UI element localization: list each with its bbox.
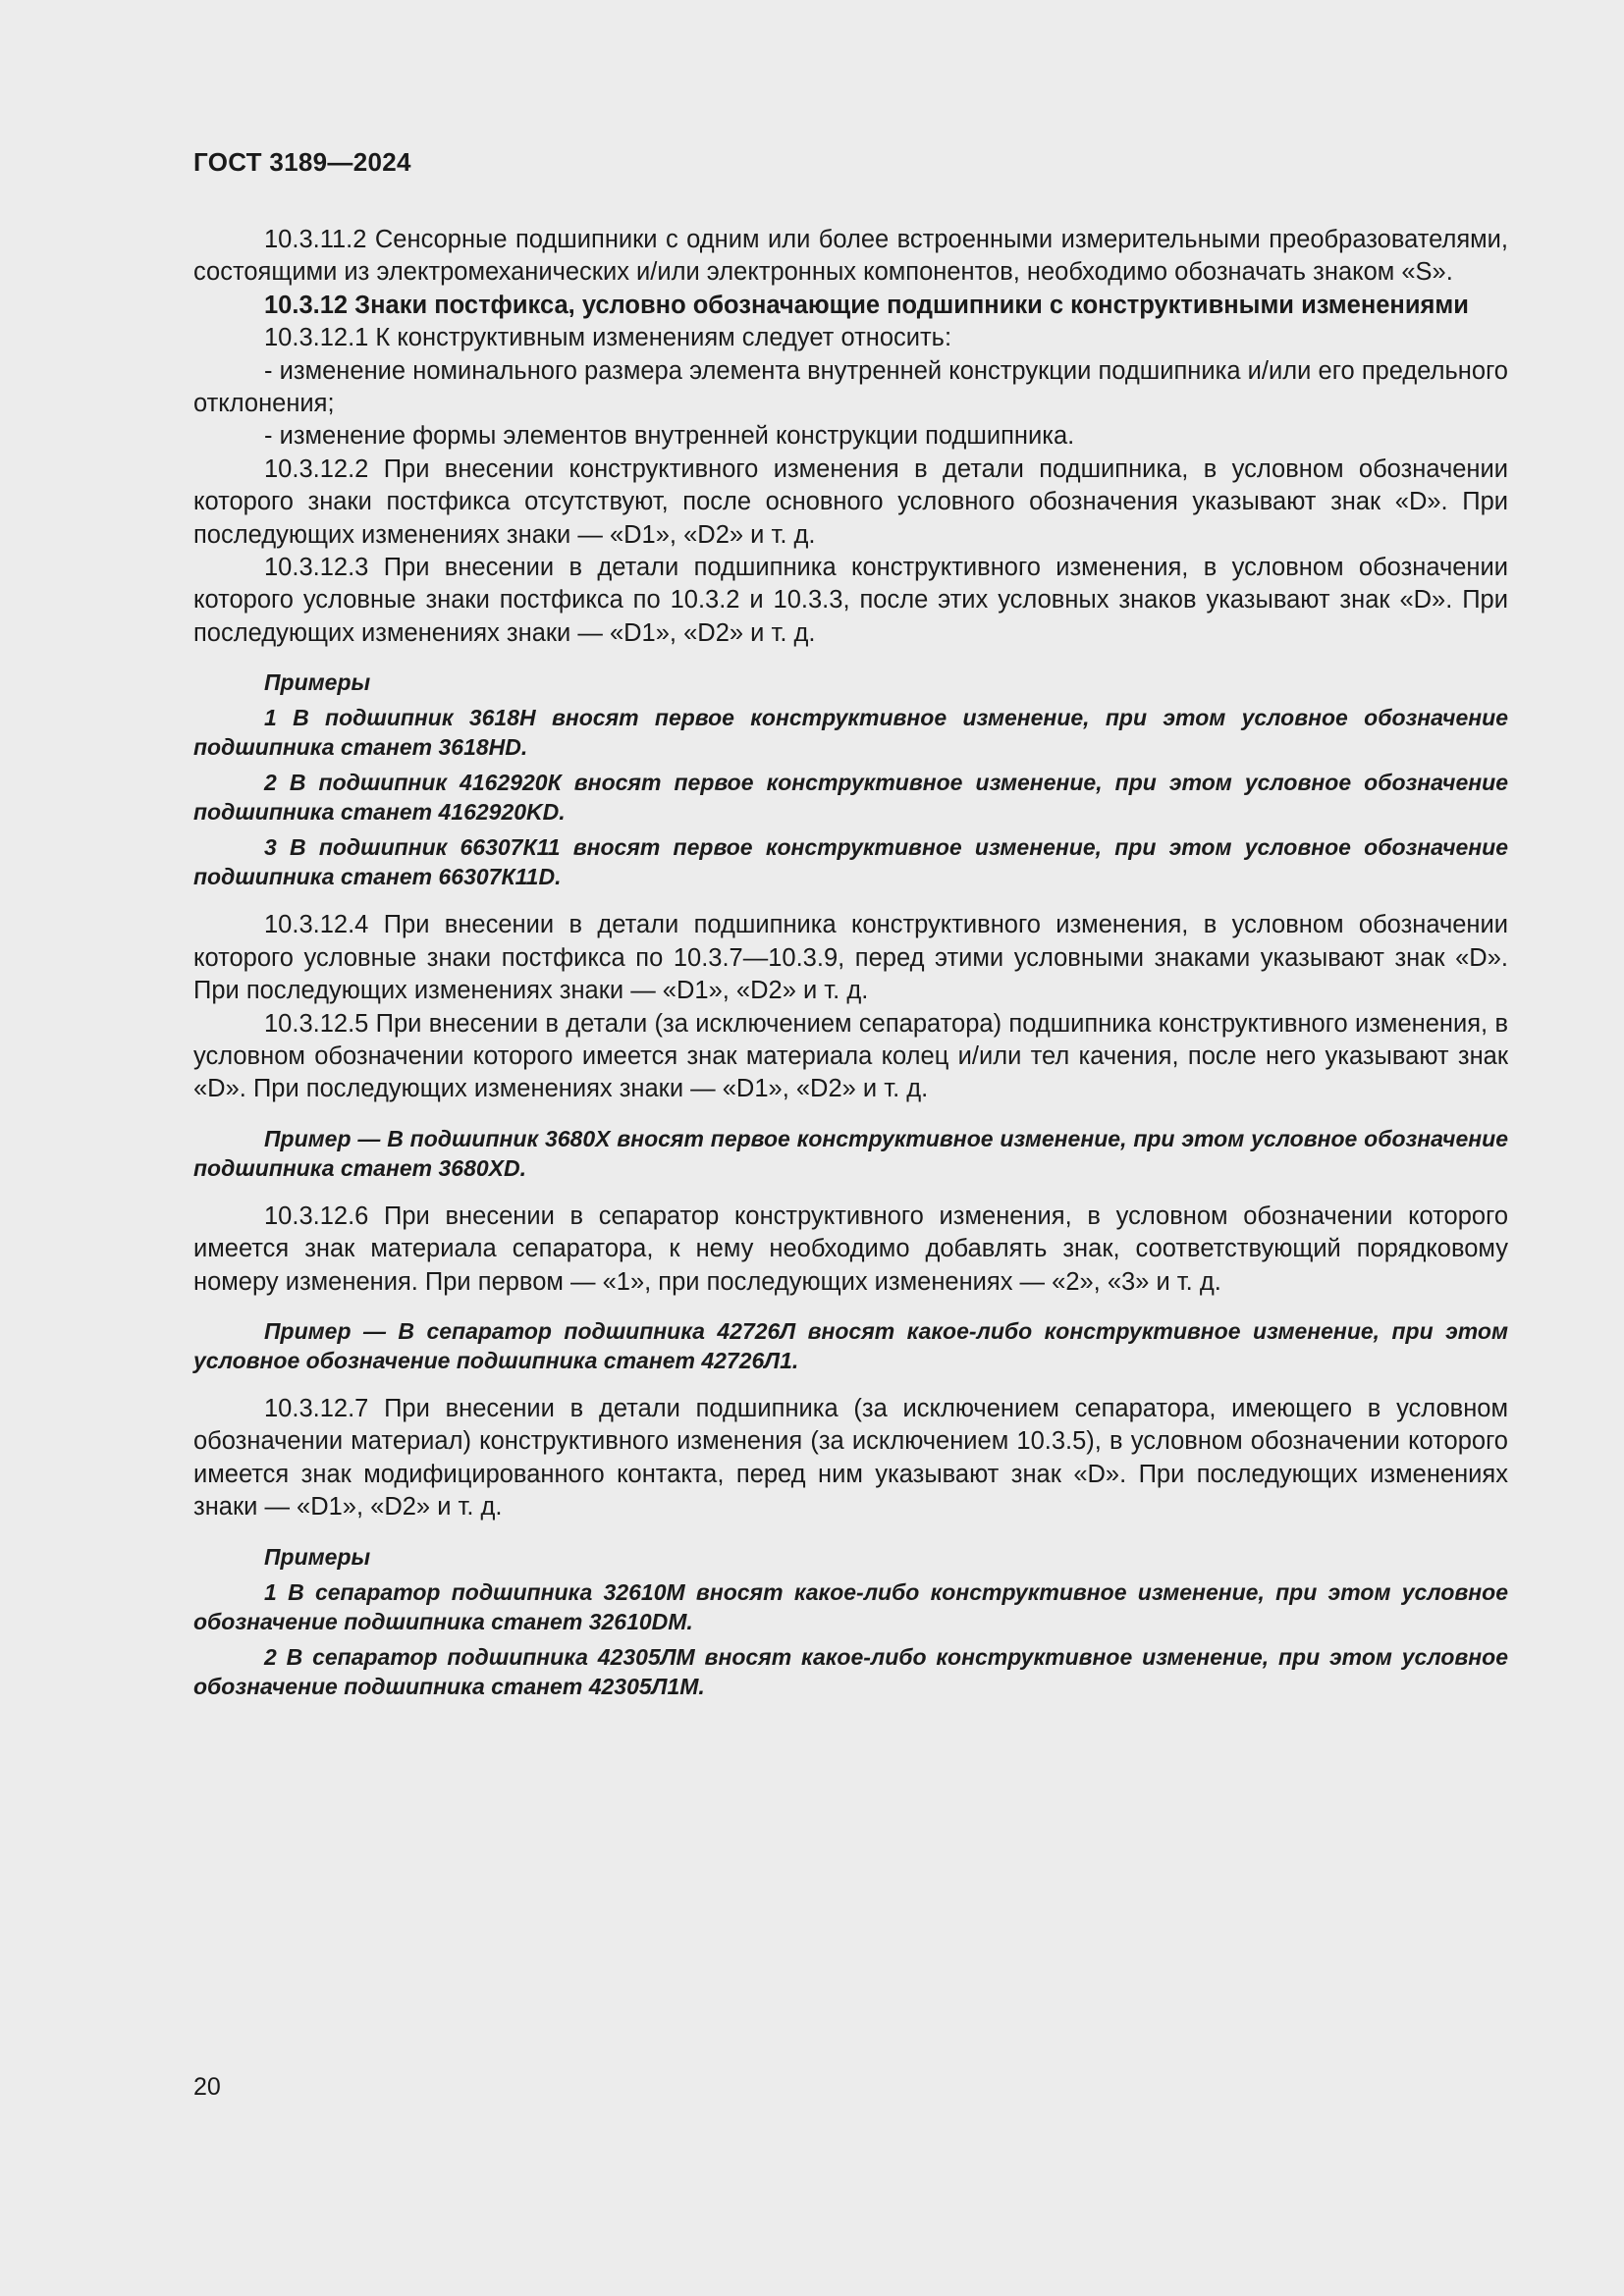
paragraph: 10.3.12.1 К конструктивным изменениям следует относить: xyxy=(264,324,952,352)
list-item: - изменение номинального размера элемента внутренней конструкции подшипника и/или его предельного отклонения; xyxy=(193,356,1508,418)
example-item: 2 В подшипник 4162920К вносят первое конструктивное изменение, при этом условное обозначение подшипника станет 4162920KD. xyxy=(193,770,1508,826)
paragraph: 10.3.12.5 При внесении в детали (за исключением сепаратора) подшипника конструктивного изменения, в условном обозначении которого имеется знак материала колец и/или тел качения, после него указывают знак «D». При последующих изменениях знаки — «D1», «D2» и т. д. xyxy=(193,1009,1508,1103)
paragraph: 10.3.12.2 При внесении конструктивного изменения в детали подшипника, в условном обозначении которого знаки постфикса отсутствуют, после основного условного обозначения указывают знак «D». При последующих изменениях знаки — «D1», «D2» и т. д. xyxy=(193,454,1508,549)
document-body xyxy=(193,224,1508,1701)
paragraph: 10.3.12.6 При внесении в сепаратор конструктивного изменения, в условном обозначении которого имеется знак материала сепаратора, к нему необходимо добавлять знак, соответствующий порядковому номеру изменения. При первом — «1», при последующих изменениях — «2», «3» и т. д. xyxy=(193,1201,1508,1296)
document-header: ГОСТ 3189—2024 xyxy=(193,147,411,177)
example-item: Пример — В сепаратор подшипника 42726Л вносят какое-либо конструктивное изменение, при этом условное обозначение подшипника станет 42726Л1. xyxy=(193,1317,1508,1373)
example-item: 3 В подшипник 66307К11 вносят первое конструктивное изменение, при этом условное обозначение подшипника станет 66307К11D. xyxy=(193,834,1508,890)
example-item: 1 В сепаратор подшипника 32610М вносят какое-либо конструктивное изменение, при этом условное обозначение подшипника станет 32610DM. xyxy=(193,1578,1508,1634)
list-item: - изменение формы элементов внутренней конструкции подшипника. xyxy=(264,422,1075,451)
section-heading: 10.3.12 Знаки постфикса, условно обозначающие подшипники с конструктивными изменениями xyxy=(264,291,1469,319)
paragraph: 10.3.12.3 При внесении в детали подшипника конструктивного изменения, в условном обозначении которого условные знаки постфикса по 10.3.2 и 10.3.3, после этих условных знаков указывают знак «D». При последующих изменениях знаки — «D1», «D2» и т. д. xyxy=(193,554,1508,647)
example-item: 1 В подшипник 3618Н вносят первое конструктивное изменение, при этом условное обозначение подшипника станет 3618HD. xyxy=(193,705,1508,761)
paragraph: 10.3.12.7 При внесении в детали подшипника (за исключением сепаратора, имеющего в условном обозначении материал) конструктивного изменения (за исключением 10.3.5), в условном обозначении которого имеется знак модифицированного контакта, перед ним указывают знак «D». При последующих изменениях знаки — «D1», «D2» и т. д. xyxy=(193,1394,1508,1522)
examples-label: Примеры xyxy=(264,669,371,696)
paragraph: 10.3.11.2 Сенсорные подшипники с одним или более встроенными измерительными преобразователями, состоящими из электромеханических и/или электронных компонентов, необходимо обозначать знаком «S». xyxy=(193,226,1508,287)
page-number: 20 xyxy=(193,2073,221,2101)
paragraph: 10.3.12.4 При внесении в детали подшипника конструктивного изменения, в условном обозначении которого условные знаки постфикса по 10.3.7—10.3.9, перед этими условными знаками указывают знак «D». При последующих изменениях знаки — «D1», «D2» и т. д. xyxy=(193,911,1508,1005)
examples-label: Примеры xyxy=(264,1543,371,1570)
example-item: 2 В сепаратор подшипника 42305ЛМ вносят какое-либо конструктивное изменение, при этом условное обозначение подшипника станет 42305Л1М. xyxy=(193,1643,1508,1699)
example-item: Пример — В подшипник 3680Х вносят первое конструктивное изменение, при этом условное обозначение подшипника станет 3680XD. xyxy=(193,1125,1508,1181)
